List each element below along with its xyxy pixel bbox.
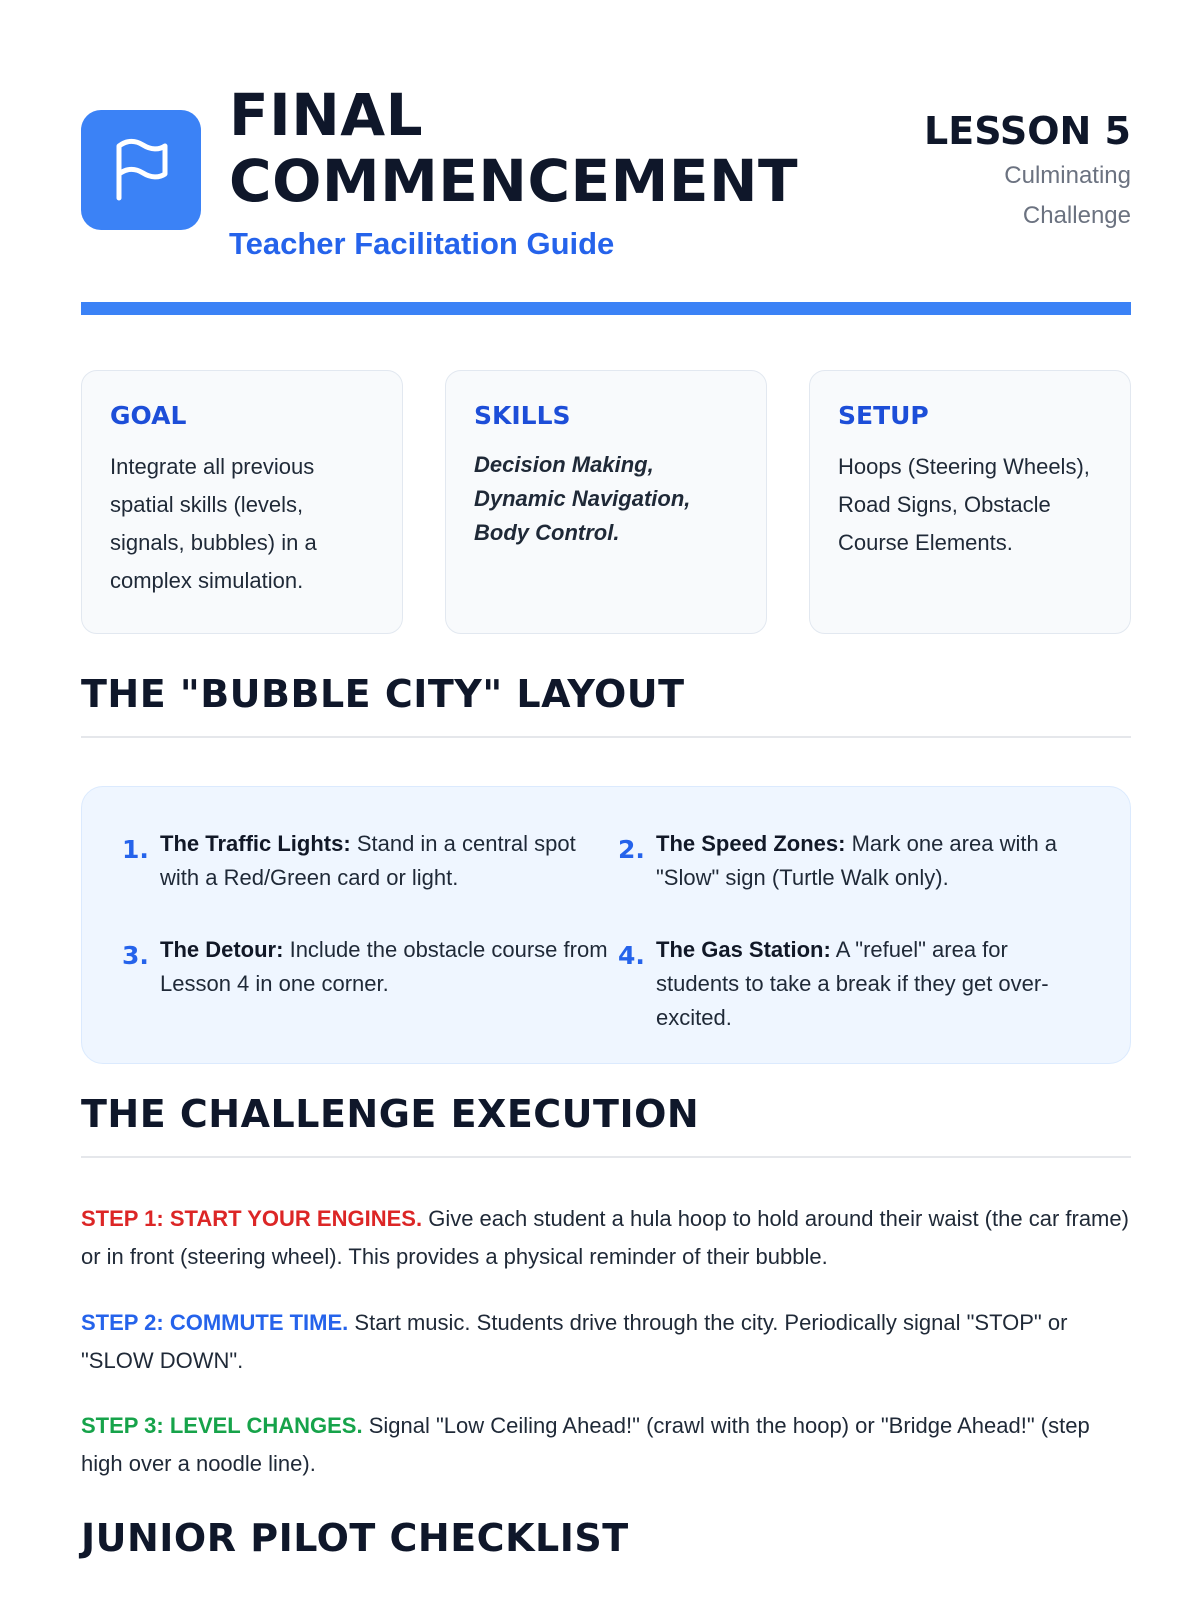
card-body: Hoops (Steering Wheels), Road Signs, Obstacle Course Elements. (838, 454, 1090, 555)
step-1 (81, 1200, 1131, 1276)
item-label: The Traffic Lights: (160, 831, 351, 856)
item-text (160, 933, 618, 1001)
item-label: The Speed Zones: (656, 831, 846, 856)
card-title: SKILLS (474, 401, 571, 430)
list-item (618, 827, 1088, 895)
item-text (656, 827, 1088, 895)
item-number: 3. (122, 941, 149, 970)
card-body: Decision Making, Dynamic Navigation, Body Control. (474, 452, 691, 545)
layout-box (81, 786, 1131, 1064)
page-header (81, 0, 1131, 310)
guide-page (81, 0, 1131, 1560)
checklist-section-title: JUNIOR PILOT CHECKLIST (81, 1516, 629, 1560)
item-number: 2. (618, 835, 645, 864)
title-block (229, 82, 798, 262)
step-text: Give each student a hula hoop to hold around their waist (the car frame) or in front (steering wheel). This provides a physical reminder of their bubble. (81, 1206, 1129, 1269)
item-description: A "refuel" area for students to take a break if they get over-excited. (656, 937, 1049, 1030)
step-label: STEP 2: COMMUTE TIME. (81, 1310, 349, 1335)
goal-card (81, 370, 403, 634)
item-description: Stand in a central spot with a Red/Green card or light. (160, 831, 576, 890)
skills-card (445, 370, 767, 634)
header-divider (81, 302, 1131, 315)
step-text: Start music. Students drive through the city. Periodically signal "STOP" or "SLOW DOWN". (81, 1310, 1068, 1373)
layout-list (122, 827, 1090, 1035)
setup-card (809, 370, 1131, 634)
lesson-number: LESSON 5 (924, 109, 1131, 153)
lesson-block (924, 106, 1131, 236)
page-subtitle: Teacher Facilitation Guide (229, 226, 615, 261)
list-item (122, 827, 618, 895)
challenge-section-title: THE CHALLENGE EXECUTION (81, 1092, 700, 1136)
item-number: 4. (618, 941, 645, 970)
logo (81, 110, 201, 230)
info-cards (81, 370, 1131, 634)
step-label: STEP 1: START YOUR ENGINES. (81, 1206, 423, 1231)
item-description: Mark one area with a "Slow" sign (Turtle Walk only). (656, 831, 1058, 890)
card-title: SETUP (838, 401, 929, 430)
step-text: Signal "Low Ceiling Ahead!" (crawl with the hoop) or "Bridge Ahead!" (step high over a noodle line). (81, 1413, 1090, 1476)
step-2 (81, 1304, 1131, 1380)
item-text (160, 827, 618, 895)
card-body: Integrate all previous spatial skills (levels, signals, bubbles) in a complex simulation. (110, 454, 317, 593)
page-title-line1: FINAL (229, 81, 424, 149)
list-item (122, 933, 618, 1035)
item-text (656, 933, 1088, 1035)
page-title-line2: COMMENCEMENT (229, 147, 799, 215)
list-item (618, 933, 1088, 1035)
item-label: The Gas Station: (656, 937, 831, 962)
item-label: The Detour: (160, 937, 284, 962)
layout-section-title: THE "BUBBLE CITY" LAYOUT (81, 672, 685, 716)
step-3 (81, 1407, 1131, 1483)
item-number: 1. (122, 835, 149, 864)
section-divider (81, 1156, 1131, 1158)
section-divider (81, 736, 1131, 738)
lesson-subtitle: Culminating Challenge (1004, 162, 1131, 229)
item-description: Include the obstacle course from Lesson 4 in one corner. (160, 937, 608, 996)
step-label: STEP 3: LEVEL CHANGES. (81, 1413, 363, 1438)
flag-icon (111, 138, 171, 202)
card-title: GOAL (110, 401, 187, 430)
